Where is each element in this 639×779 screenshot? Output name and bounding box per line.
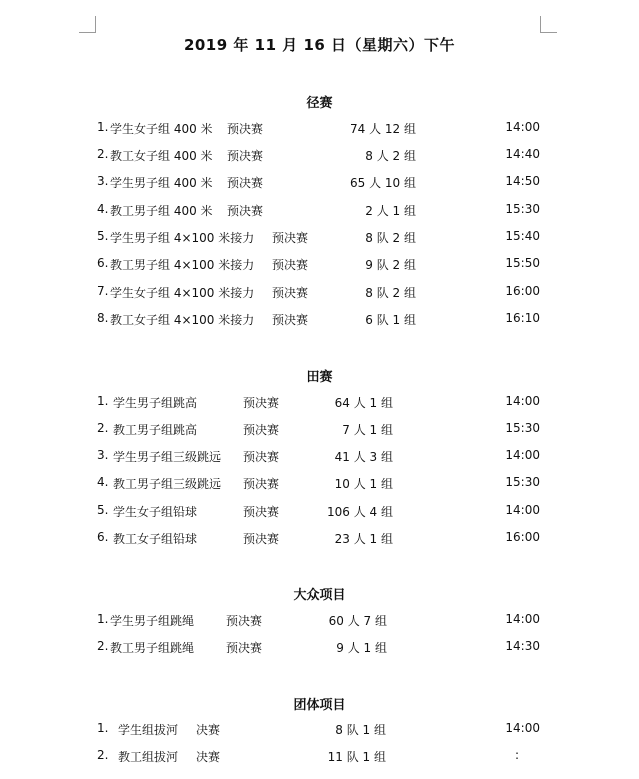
- event-stage: 预决赛: [243, 505, 280, 519]
- event-groups: 65 人 10 组: [350, 176, 416, 190]
- event-name: 教工女子组 4×100 米接力: [110, 313, 255, 327]
- schedule-row: [0, 394, 639, 412]
- schedule-row: [0, 503, 639, 521]
- schedule-row: [0, 147, 639, 165]
- schedule-row: [0, 229, 639, 247]
- section-title-track: 径赛: [306, 96, 333, 111]
- event-name: 学生男子组 4×100 米接力: [110, 231, 255, 245]
- event-stage: 预决赛: [272, 286, 309, 300]
- event-groups: 8 人 2 组: [365, 149, 416, 163]
- event-groups: 11 队 1 组: [327, 750, 386, 764]
- event-time: 14:00: [505, 394, 540, 408]
- row-number: 3.: [97, 174, 109, 188]
- event-stage: 预决赛: [227, 149, 264, 163]
- event-groups: 2 人 1 组: [365, 204, 416, 218]
- event-groups: 6 队 1 组: [365, 313, 416, 327]
- section-title-public: 大众项目: [293, 588, 346, 603]
- row-number: 1.: [97, 394, 109, 408]
- event-time: 14:00: [505, 120, 540, 134]
- row-number: 4.: [97, 475, 109, 489]
- event-stage: 预决赛: [243, 450, 280, 464]
- event-name: 学生男子组跳高: [113, 396, 198, 410]
- event-time: :: [514, 748, 519, 762]
- schedule-row: [0, 748, 639, 766]
- schedule-row: [0, 174, 639, 192]
- event-time: 14:30: [505, 639, 540, 653]
- event-stage: 预决赛: [272, 313, 309, 327]
- event-name: 教工女子组 400 米: [110, 149, 213, 163]
- event-name: 学生男子组三级跳远: [113, 450, 222, 464]
- event-time: 16:10: [505, 311, 540, 325]
- event-stage: 预决赛: [226, 614, 263, 628]
- row-number: 6.: [97, 256, 109, 270]
- schedule-row: [0, 639, 639, 657]
- section-title-field: 田赛: [306, 370, 333, 385]
- row-number: 5.: [97, 503, 109, 517]
- section-title-team: 团体项目: [293, 698, 346, 713]
- event-stage: 预决赛: [227, 204, 264, 218]
- event-time: 15:40: [505, 229, 540, 243]
- event-time: 14:50: [505, 174, 540, 188]
- event-time: 15:30: [505, 202, 540, 216]
- event-groups: 8 队 1 组: [335, 723, 386, 737]
- schedule-row: [0, 256, 639, 274]
- event-stage: 预决赛: [227, 122, 264, 136]
- event-groups: 7 人 1 组: [342, 423, 393, 437]
- row-number: 7.: [97, 284, 109, 298]
- event-groups: 9 人 1 组: [336, 641, 387, 655]
- event-name: 教工男子组三级跳远: [113, 477, 222, 491]
- event-stage: 预决赛: [243, 423, 280, 437]
- row-number: 1.: [97, 612, 109, 626]
- event-stage: 预决赛: [227, 176, 264, 190]
- event-groups: 8 队 2 组: [365, 231, 416, 245]
- event-time: 15:30: [505, 475, 540, 489]
- schedule-row: [0, 284, 639, 302]
- event-stage: 决赛: [196, 750, 221, 764]
- event-groups: 60 人 7 组: [328, 614, 387, 628]
- row-number: 4.: [97, 202, 109, 216]
- event-time: 14:00: [505, 448, 540, 462]
- schedule-row: [0, 202, 639, 220]
- event-groups: 64 人 1 组: [334, 396, 393, 410]
- event-time: 14:00: [505, 612, 540, 626]
- event-time: 14:00: [505, 503, 540, 517]
- event-name: 学生女子组 400 米: [110, 122, 213, 136]
- row-number: 1.: [97, 721, 109, 735]
- row-number: 1.: [97, 120, 109, 134]
- event-stage: 预决赛: [272, 231, 309, 245]
- row-number: 8.: [97, 311, 109, 325]
- event-name: 学生男子组 400 米: [110, 176, 213, 190]
- event-name: 教工男子组 4×100 米接力: [110, 258, 255, 272]
- schedule-row: [0, 448, 639, 466]
- event-time: 14:40: [505, 147, 540, 161]
- event-stage: 预决赛: [226, 641, 263, 655]
- page-corner-mark-top-right: [540, 16, 557, 33]
- schedule-row: [0, 612, 639, 630]
- event-stage: 预决赛: [272, 258, 309, 272]
- schedule-row: [0, 475, 639, 493]
- event-groups: 8 队 2 组: [365, 286, 416, 300]
- event-name: 教工男子组 400 米: [110, 204, 213, 218]
- event-name: 教工男子组跳绳: [110, 641, 195, 655]
- event-groups: 74 人 12 组: [350, 122, 416, 136]
- event-name: 学生男子组跳绳: [110, 614, 195, 628]
- event-groups: 9 队 2 组: [365, 258, 416, 272]
- schedule-row: [0, 721, 639, 739]
- event-stage: 预决赛: [243, 396, 280, 410]
- schedule-row: [0, 421, 639, 439]
- schedule-row: [0, 120, 639, 138]
- event-name: 学生女子组铅球: [113, 505, 198, 519]
- event-name: 教工男子组跳高: [113, 423, 198, 437]
- event-name: 学生组拔河: [118, 723, 179, 737]
- event-time: 15:50: [505, 256, 540, 270]
- row-number: 3.: [97, 448, 109, 462]
- event-groups: 23 人 1 组: [334, 532, 393, 546]
- event-time: 16:00: [505, 530, 540, 544]
- row-number: 6.: [97, 530, 109, 544]
- page-title: 2019 年 11 月 16 日（星期六）下午: [183, 36, 456, 54]
- event-time: 16:00: [505, 284, 540, 298]
- schedule-row: [0, 530, 639, 548]
- event-stage: 预决赛: [243, 532, 280, 546]
- event-name: 教工女子组铅球: [113, 532, 198, 546]
- event-name: 学生女子组 4×100 米接力: [110, 286, 255, 300]
- event-groups: 41 人 3 组: [334, 450, 393, 464]
- event-time: 15:30: [505, 421, 540, 435]
- event-stage: 决赛: [196, 723, 221, 737]
- row-number: 2.: [97, 748, 109, 762]
- row-number: 2.: [97, 639, 109, 653]
- schedule-row: [0, 311, 639, 329]
- event-name: 教工组拔河: [118, 750, 179, 764]
- row-number: 5.: [97, 229, 109, 243]
- event-stage: 预决赛: [243, 477, 280, 491]
- page-corner-mark-top-left: [79, 16, 96, 33]
- event-time: 14:00: [505, 721, 540, 735]
- event-groups: 106 人 4 组: [327, 505, 393, 519]
- event-groups: 10 人 1 组: [334, 477, 393, 491]
- row-number: 2.: [97, 147, 109, 161]
- row-number: 2.: [97, 421, 109, 435]
